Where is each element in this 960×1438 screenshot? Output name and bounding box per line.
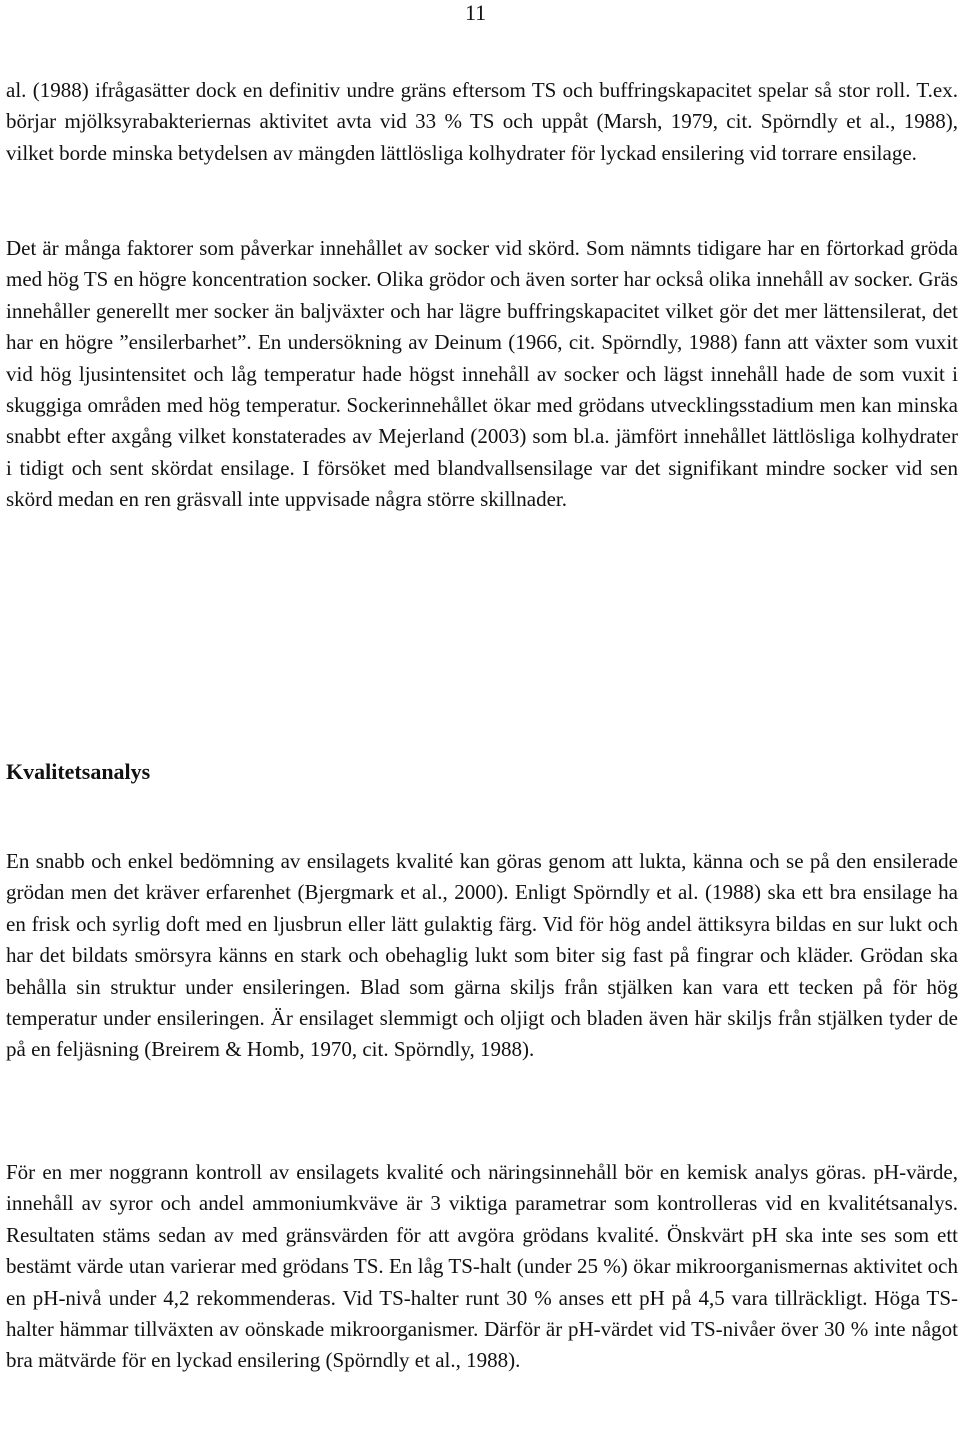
page-number: 11 <box>465 0 487 25</box>
paragraph-chemical-analysis: För en mer noggrann kontroll av ensilagets kvalité och näringsinnehåll bör en kemisk analys göras. pH-värde, innehåll av syror och andel ammoniumkväve är 3 viktiga parametrar som kontrolleras vid en kvalitétsanalys. Resultaten stäms sedan av med gränsvärden för att avgöra grödans kvalité. Önskvärt pH ska inte ses som ett bestämt värde utan varierar med grödans TS. En låg TS-halt (under 25 %) ökar mikroorganismernas aktivitet och en pH-nivå under 4,2 rekommenderas. Vid TS-halter runt 30 % anses ett pH på 4,5 vara tillräckligt. Höga TS-halter hämmar tillväxten av oönskade mikroorganismer. Därför är pH-värdet vid TS-nivåer över 30 % inte något bra mätvärde för en lyckad ensilering (Spörndly et al., 1988). <box>6 1160 958 1373</box>
paragraph-sugar-threshold: al. (1988) ifrågasätter dock en definitiv undre gräns eftersom TS och buffringskapacitet spelar så stor roll. T.ex. börjar mjölksyrabakteriernas aktivitet avta vid 33 % TS och uppåt (Marsh, 1979, cit. Spörndly et al., 1988), vilket borde minska betydelsen av mängden lättlösliga kolhydrater för lyckad ensilering vid torrare ensilage. <box>6 78 958 165</box>
section-heading-kvalitetsanalys: Kvalitetsanalys <box>6 759 151 784</box>
paragraph-sensory-assessment: En snabb och enkel bedömning av ensilagets kvalité kan göras genom att lukta, känna och se på den ensilerade grödan men det kräver erfarenhet (Bjergmark et al., 2000). Enligt Spörndly et al. (1988) ska ett bra ensilage ha en frisk och syrlig doft med en ljusbrun eller lätt gulaktig färg. Vid för hög andel ättiksyra bildas en sur lukt och har det bildats smörsyra känns en stark och obehaglig lukt som biter sig fast på fingrar och kläder. Grödan ska behålla sin struktur under ensileringen. Blad som gärna skiljs från stjälken kan vara ett tecken på för hög temperatur under ensileringen. Är ensilaget slemmigt och oljigt och bladen även här skiljs från stjälken tyder de på en feljäsning (Breirem & Homb, 1970, cit. Spörndly, 1988). <box>6 849 958 1062</box>
paragraph-sugar-factors: Det är många faktorer som påverkar innehållet av socker vid skörd. Som nämnts tidigare har en förtorkad gröda med hög TS en högre koncentration socker. Olika grödor och även sorter har också olika innehåll av socker. Gräs innehåller generellt mer socker än baljväxter och har lägre buffringskapacitet vilket gör det mer lättensilerat, det har en högre ”ensilerbarhet”. En undersökning av Deinum (1966, cit. Spörndly, 1988) fann att växter som vuxit vid hög ljusintensitet och låg temperatur hade högst innehåll av socker och lägst innehåll hade de som vuxit i skuggiga områden med hög temperatur. Sockerinnehållet ökar med grödans utvecklingsstadium men kan minska snabbt efter axgång vilket konstaterades av Mejerland (2003) som bl.a. jämfört innehållet lättlösliga kolhydrater i tidigt och sent skördat ensilage. I försöket med blandvallsensilage var det signifikant mindre socker vid sen skörd medan en ren gräsvall inte uppvisade några större skillnader. <box>6 236 958 512</box>
